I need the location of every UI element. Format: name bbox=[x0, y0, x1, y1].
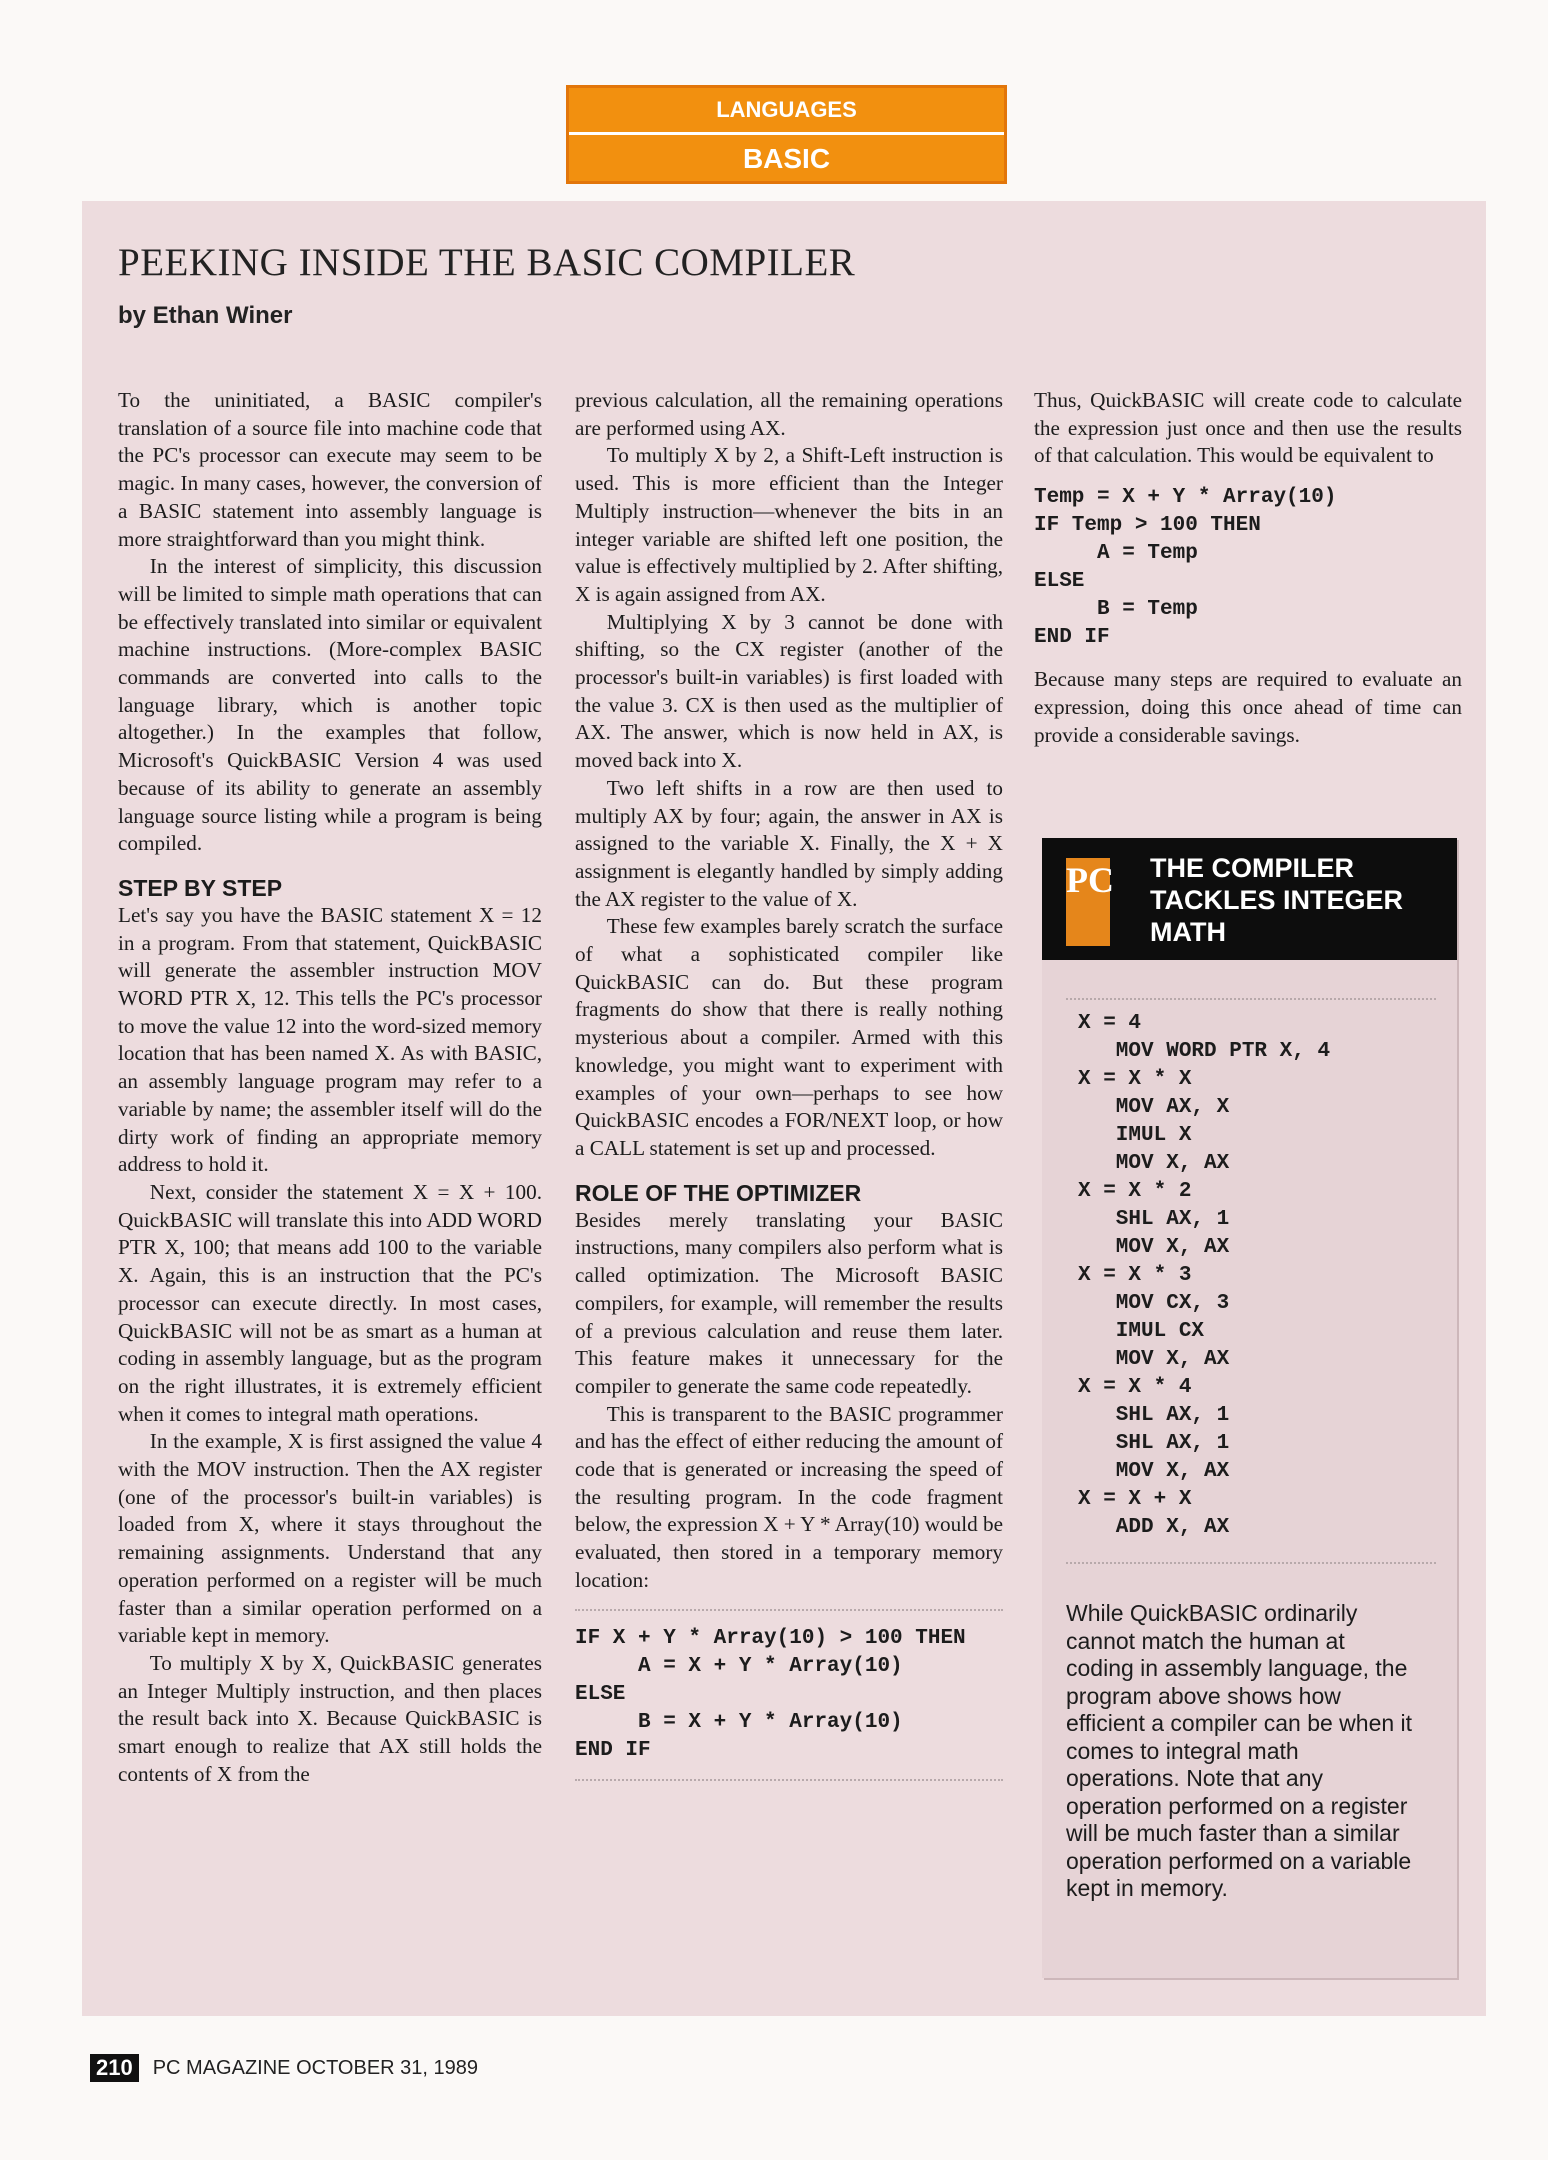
paragraph: To multiply X by X, QuickBASIC generates an Integer Multiply instruction, and then places the result back into X. Because QuickBASIC is smart enough to realize that AX still holds the contents of X from the bbox=[118, 1650, 542, 1786]
paragraph: Next, consider the statement X = X + 100. QuickBASIC will translate this into ADD WORD PTR X, 100; that means add 100 to the variable X. Again, this is an instruction that the PC's processor can execute directly. In most cases, QuickBASIC will not be as smart as a human at coding in assembly language, but as the program on the right illustrates, it is extremely efficient when it comes to integral math operations. bbox=[118, 1179, 542, 1426]
paragraph: Let's say you have the BASIC statement X = 12 in a program. From that statement, QuickBASIC will generate the assembler instruction MOV WORD PTR X, 12. This tells the PC's processor to move the value 12 into the word-sized memory location that has been named X. As with BASIC, an assembly language program may refer to a variable by name; the assembler itself will do the dirty work of finding an appropriate memory address to hold it. bbox=[118, 902, 542, 1177]
sidebar-code-listing: X = 4 MOV WORD PTR X, 4 X = X * X MOV AX, X IMUL X MOV X, AX X = X * 2 SHL AX, 1 MOV X, AX X = X * 3 MOV CX, 3 IMUL CX MOV X, AX X = X * 4 SHL AX, 1 SHL AX, 1 MOV X, AX X = X + X ADD X, AX bbox=[1078, 1012, 1331, 1539]
sidebar-title-line: MATH bbox=[1150, 917, 1226, 947]
publication-line: PC MAGAZINE OCTOBER 31, 1989 bbox=[152, 2056, 479, 2079]
sidebar-title bbox=[1150, 852, 1403, 948]
paragraph: Thus, QuickBASIC will create code to calculate the expression just once and then use the results of that calculation. This would be equivalent to bbox=[1034, 388, 1462, 468]
pc-magazine-logo-icon: PC bbox=[1066, 858, 1110, 946]
paragraph: This is transparent to the BASIC programmer and has the effect of either reducing the amount of code that is generated or increasing the speed of the resulting program. In the code fragment below, the expression X + Y * Array(10) would be evaluated, then stored in a temporary memory location: bbox=[575, 1401, 1003, 1592]
sidebar-header bbox=[1042, 838, 1457, 960]
divider bbox=[1066, 998, 1436, 1000]
code-example bbox=[575, 1609, 1003, 1781]
article-column-3 bbox=[1034, 387, 1462, 749]
paragraph: To multiply X by 2, a Shift-Left instruction is used. This is more efficient than the Integer Multiply instruction—whenever the bits in an integer variable are shifted left one position, the value is effectively multiplied by 2. After shifting, X is again assigned from AX. bbox=[575, 443, 1003, 606]
paragraph: previous calculation, all the remaining operations are performed using AX. bbox=[575, 388, 1003, 440]
paragraph: To the uninitiated, a BASIC compiler's translation of a source file into machine code that the PC's processor can execute may seem to be magic. In many cases, however, the conversion of a BASIC statement into assembly language is more straightforward than you might think. bbox=[118, 388, 542, 551]
paragraph: Multiplying X by 3 cannot be done with shifting, so the CX register (another of the processor's built-in variables) is first loaded with the value 3. CX is then used as the multiplier of AX. The answer, which is now held in AX, is moved back into X. bbox=[575, 609, 1003, 773]
sidebar-title-line: TACKLES INTEGER bbox=[1150, 885, 1404, 915]
paragraph: In the interest of simplicity, this discussion will be limited to simple math operations that can be effectively translated into similar or equivalent machine instructions. (More-complex BASIC commands are converted into calls to the language library, which is another topic altogether.) In the examples that follow, Microsoft's QuickBASIC Version 4 was used because of its ability to generate an assembly language source listing while a program is being compiled. bbox=[118, 554, 542, 856]
paragraph: Because many steps are required to evaluate an expression, doing this once ahead of time can provide a considerable savings. bbox=[1034, 667, 1462, 747]
sidebar-caption: While QuickBASIC ordinarily cannot match the human at coding in assembly language, the program above shows how efficient a compiler can be when it comes to integral math operations. Note that any operation performed on a register will be much faster than a similar operation performed on a variable kept in memory. bbox=[1066, 1600, 1413, 1901]
paragraph: Besides merely translating your BASIC instructions, many compilers also perform what is called optimization. The Microsoft BASIC compilers, for example, will remember the results of a previous calculation and reuse them later. This feature makes it unnecessary for the compiler to generate the same code repeatedly. bbox=[575, 1207, 1003, 1398]
page-footer bbox=[90, 2054, 478, 2082]
section-category: LANGUAGES bbox=[569, 88, 1004, 135]
section-heading: STEP BY STEP bbox=[118, 874, 283, 901]
sidebar-box bbox=[1042, 838, 1457, 1978]
article-title: PEEKING INSIDE THE BASIC COMPILER bbox=[118, 241, 856, 284]
paragraph: Two left shifts in a row are then used to multiply AX by four; again, the answer in AX is assigned to the variable X. Finally, the X + X assignment is elegantly handled by simply adding the AX register to the value of X. bbox=[575, 775, 1003, 911]
section-header bbox=[566, 85, 1007, 184]
article-column-1 bbox=[118, 387, 542, 1788]
section-subcategory: BASIC bbox=[742, 143, 831, 174]
sidebar-title-line: THE COMPILER bbox=[1150, 853, 1355, 883]
code-listing: Temp = X + Y * Array(10) IF Temp > 100 THEN A = Temp ELSE B = Temp END IF bbox=[1034, 486, 1337, 650]
divider bbox=[1066, 1562, 1436, 1564]
section-heading: ROLE OF THE OPTIMIZER bbox=[575, 1179, 862, 1206]
article-byline: by Ethan Winer bbox=[118, 302, 293, 329]
code-listing: IF X + Y * Array(10) > 100 THEN A = X + Y * Array(10) ELSE B = X + Y * Array(10) END IF bbox=[575, 1626, 966, 1762]
article-column-2 bbox=[575, 387, 1003, 1781]
paragraph: These few examples barely scratch the surface of what a sophisticated compiler like QuickBASIC can do. But these program fragments do show that there is really nothing mysterious about a compiler. Armed with this knowledge, you might want to experiment with examples of your own—perhaps to see how QuickBASIC encodes a FOR/NEXT loop, or how a CALL statement is set up and processed. bbox=[575, 914, 1003, 1160]
paragraph: In the example, X is first assigned the value 4 with the MOV instruction. Then the AX register (one of the processor's built-in variables) is loaded from X, where it stays throughout the remaining assignments. Understand that any operation performed on a register will be much faster than a similar operation performed on a variable kept in memory. bbox=[118, 1429, 542, 1648]
page-number: 210 bbox=[90, 2054, 139, 2082]
